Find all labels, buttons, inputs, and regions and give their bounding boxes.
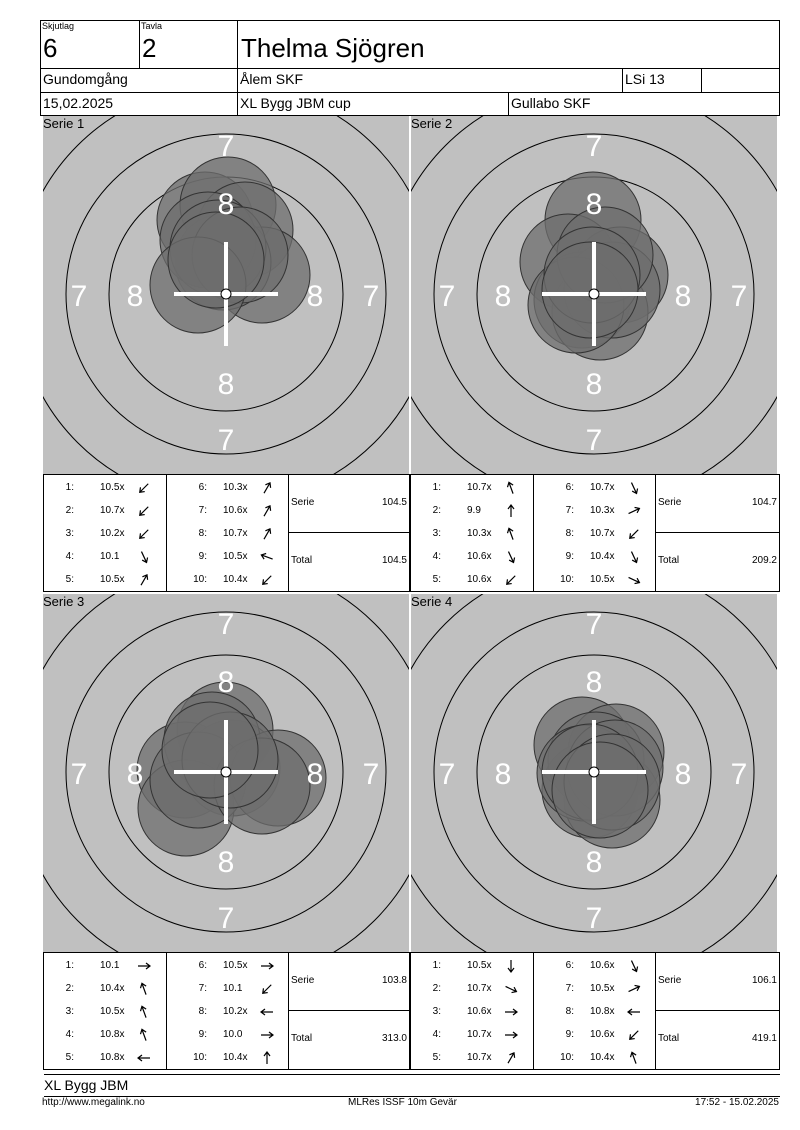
shot-value: 10.7x (590, 482, 615, 493)
shot-number: 4: (65, 1029, 74, 1040)
shot-value: 10.7x (100, 505, 125, 516)
shot-column (44, 475, 166, 591)
shot-number: 8: (198, 528, 207, 539)
serie-sum-row (289, 475, 409, 533)
shot-number: 2: (65, 983, 74, 994)
shot-value: 10.6x (590, 1029, 615, 1040)
ring-number: 8 (126, 280, 144, 313)
shot-value: 10.4x (590, 551, 615, 562)
shot-row (44, 1046, 166, 1069)
shot-value: 10.7x (467, 983, 492, 994)
shot-row (167, 1023, 289, 1046)
shot-number: 5: (432, 574, 441, 585)
direction-arrow-icon (503, 480, 519, 496)
ring-number: 8 (126, 758, 144, 791)
shot-row (44, 977, 166, 1000)
sum-label: Serie (658, 497, 682, 508)
shot-number: 2: (432, 505, 441, 516)
shot-value: 10.2x (100, 528, 125, 539)
shot-row (411, 1046, 533, 1069)
date: 15,02.2025 (43, 95, 114, 111)
ring-number: 8 (494, 758, 512, 791)
shot-value: 10.6x (590, 960, 615, 971)
shot-row (167, 568, 289, 591)
ring-number: 7 (70, 280, 88, 313)
shot-row (411, 499, 533, 522)
shot-row (411, 568, 533, 591)
ring-number: 8 (306, 758, 324, 791)
shot-value: 10.2x (223, 1006, 248, 1017)
serie-3-label: Serie 3 (43, 594, 85, 609)
shot-row (534, 476, 656, 499)
shot-row (534, 954, 656, 977)
sum-value: 104.5 (381, 555, 407, 566)
footer-title-box (44, 1074, 780, 1097)
organizer: Gullabo SKF (511, 95, 591, 111)
direction-arrow-icon (503, 549, 519, 565)
sum-value: 104.5 (381, 497, 407, 508)
shot-row (167, 1000, 289, 1023)
shot-number: 6: (198, 482, 207, 493)
target-serie-3 (43, 594, 409, 952)
ring-number: 8 (585, 188, 603, 221)
direction-arrow-icon (136, 503, 152, 519)
shot-row (44, 954, 166, 977)
club-cell (237, 68, 623, 93)
direction-arrow-icon (626, 572, 642, 588)
sum-value: 104.7 (751, 497, 777, 508)
shot-number: 1: (65, 482, 74, 493)
ring-number: 8 (585, 846, 603, 879)
shot-row (44, 568, 166, 591)
shot-row (534, 545, 656, 568)
shot-number: 4: (432, 551, 441, 562)
ring-number: 7 (585, 424, 603, 457)
shot-number: 9: (565, 1029, 574, 1040)
skjutlag-value: 6 (43, 33, 58, 63)
direction-arrow-icon (259, 1027, 275, 1043)
ring-number: 7 (217, 902, 235, 935)
shot-number: 2: (432, 983, 441, 994)
shooter-name: Thelma Sjögren (241, 33, 425, 63)
shot-number: 10: (193, 1052, 207, 1063)
shot-number: 8: (198, 1006, 207, 1017)
sum-label: Serie (291, 975, 315, 986)
total-sum-row (656, 1011, 779, 1068)
shot-value: 10.6x (223, 505, 248, 516)
shot-row (167, 522, 289, 545)
shot-row (534, 1000, 656, 1023)
class-cell (622, 68, 702, 93)
footer-title: XL Bygg JBM (44, 1077, 129, 1093)
shot-value: 10.3x (467, 528, 492, 539)
shot-column (533, 475, 656, 591)
shot-value: 10.4x (223, 1052, 248, 1063)
club: Ålem SKF (240, 71, 304, 87)
shot-number: 5: (65, 574, 74, 585)
competition-cell (237, 92, 509, 116)
shot-value: 10.4x (100, 983, 125, 994)
shots-table-serie-4 (410, 952, 780, 1070)
empty-cell (701, 68, 780, 93)
ring-number: 7 (217, 608, 235, 641)
direction-arrow-icon (136, 526, 152, 542)
tavla-label: Tavla (141, 21, 163, 31)
direction-arrow-icon (503, 1050, 519, 1066)
direction-arrow-icon (503, 958, 519, 974)
target-face (411, 594, 777, 952)
shot-number: 8: (565, 528, 574, 539)
ring-number: 8 (217, 188, 235, 221)
ring-number: 8 (494, 280, 512, 313)
sum-value: 419.1 (751, 1033, 777, 1044)
shot-value: 10.5x (590, 574, 615, 585)
target-face (43, 594, 409, 952)
shot-number: 10: (560, 574, 574, 585)
shot-row (534, 1046, 656, 1069)
shot-number: 1: (432, 482, 441, 493)
direction-arrow-icon (626, 958, 642, 974)
shot-row (411, 954, 533, 977)
round-type-cell (40, 68, 238, 93)
ring-number: 7 (730, 758, 748, 791)
shot-row (44, 476, 166, 499)
ring-number: 7 (362, 758, 380, 791)
target-serie-1 (43, 116, 409, 474)
serie-sum-row (656, 475, 779, 533)
shot-value: 10.5x (223, 960, 248, 971)
shot-number: 5: (432, 1052, 441, 1063)
serie-1-label: Serie 1 (43, 116, 85, 131)
series-summary (288, 953, 409, 1069)
tavla-value: 2 (142, 33, 157, 63)
direction-arrow-icon (259, 480, 275, 496)
shot-value: 10.1 (100, 960, 120, 971)
ring-number: 7 (217, 424, 235, 457)
shot-row (167, 1046, 289, 1069)
shot-value: 10.5x (100, 482, 125, 493)
shot-row (44, 522, 166, 545)
ring-number: 8 (674, 280, 692, 313)
shot-number: 7: (198, 983, 207, 994)
sum-value: 106.1 (751, 975, 777, 986)
skjutlag-cell (40, 20, 140, 69)
ring-number: 8 (217, 368, 235, 401)
direction-arrow-icon (136, 958, 152, 974)
direction-arrow-icon (136, 1004, 152, 1020)
sum-value: 313.0 (381, 1033, 407, 1044)
shot-row (411, 977, 533, 1000)
competition: XL Bygg JBM cup (240, 95, 351, 111)
round-type: Gundomgång (43, 71, 128, 87)
shots-table-serie-1 (43, 474, 410, 592)
target-serie-4 (411, 594, 777, 952)
ring-number: 7 (585, 608, 603, 641)
shot-value: 10.4x (590, 1052, 615, 1063)
direction-arrow-icon (503, 1027, 519, 1043)
direction-arrow-icon (259, 1004, 275, 1020)
class: LSi 13 (625, 71, 665, 87)
center-dot (589, 767, 599, 777)
direction-arrow-icon (503, 981, 519, 997)
shot-row (411, 1023, 533, 1046)
shot-value: 10.3x (223, 482, 248, 493)
shot-column (166, 953, 289, 1069)
shot-value: 10.7x (223, 528, 248, 539)
target-serie-2 (411, 116, 777, 474)
direction-arrow-icon (259, 503, 275, 519)
shot-value: 9.9 (467, 505, 481, 516)
ring-number: 8 (585, 666, 603, 699)
sum-value: 103.8 (381, 975, 407, 986)
ring-number: 7 (585, 130, 603, 163)
shot-row (534, 499, 656, 522)
shot-number: 1: (65, 960, 74, 971)
organizer-cell (508, 92, 780, 116)
ring-number: 7 (70, 758, 88, 791)
shot-value: 10.6x (467, 574, 492, 585)
shot-number: 1: (432, 960, 441, 971)
ring-number: 8 (674, 758, 692, 791)
shot-number: 9: (565, 551, 574, 562)
serie-sum-row (656, 953, 779, 1011)
direction-arrow-icon (136, 981, 152, 997)
direction-arrow-icon (626, 1027, 642, 1043)
footer-software: MLRes ISSF 10m Gevär (348, 1097, 457, 1108)
sum-label: Total (658, 1033, 680, 1044)
ring-number: 7 (730, 280, 748, 313)
ring-number: 8 (306, 280, 324, 313)
shot-hole (552, 742, 648, 838)
shot-value: 10.6x (467, 551, 492, 562)
shot-number: 6: (565, 482, 574, 493)
skjutlag-label: Skjutlag (42, 21, 75, 31)
shot-value: 10.7x (590, 528, 615, 539)
ring-number: 8 (585, 368, 603, 401)
shot-value: 10.0 (223, 1029, 243, 1040)
ring-number: 7 (438, 758, 456, 791)
total-sum-row (289, 533, 409, 590)
direction-arrow-icon (503, 572, 519, 588)
serie-sum-row (289, 953, 409, 1011)
shot-row (411, 1000, 533, 1023)
sum-label: Serie (658, 975, 682, 986)
target-face (43, 116, 409, 474)
shot-value: 10.7x (467, 482, 492, 493)
direction-arrow-icon (259, 549, 275, 565)
ring-number: 7 (362, 280, 380, 313)
center-dot (221, 289, 231, 299)
sum-label: Serie (291, 497, 315, 508)
total-sum-row (289, 1011, 409, 1068)
tavla-cell (139, 20, 238, 69)
direction-arrow-icon (626, 503, 642, 519)
direction-arrow-icon (503, 1004, 519, 1020)
footer-timestamp: 17:52 - 15.02.2025 (695, 1097, 779, 1108)
shot-number: 7: (198, 505, 207, 516)
direction-arrow-icon (136, 1027, 152, 1043)
shot-value: 10.8x (100, 1029, 125, 1040)
shot-column (533, 953, 656, 1069)
shot-number: 4: (65, 551, 74, 562)
shot-column (44, 953, 166, 1069)
shot-hole (162, 702, 258, 798)
shot-number: 3: (432, 528, 441, 539)
shot-row (534, 977, 656, 1000)
shot-value: 10.3x (590, 505, 615, 516)
shot-number: 10: (560, 1052, 574, 1063)
direction-arrow-icon (259, 526, 275, 542)
direction-arrow-icon (626, 549, 642, 565)
shots-table-serie-2 (410, 474, 780, 592)
sum-label: Total (291, 1033, 313, 1044)
shot-value: 10.5x (590, 983, 615, 994)
shot-value: 10.1 (100, 551, 120, 562)
serie-2-label: Serie 2 (411, 116, 453, 131)
shot-number: 3: (432, 1006, 441, 1017)
shot-number: 9: (198, 1029, 207, 1040)
ring-number: 8 (217, 666, 235, 699)
center-dot (221, 767, 231, 777)
shot-value: 10.7x (467, 1052, 492, 1063)
shot-row (167, 499, 289, 522)
direction-arrow-icon (259, 981, 275, 997)
shot-row (44, 545, 166, 568)
shot-row (534, 522, 656, 545)
shot-row (411, 522, 533, 545)
shot-row (167, 977, 289, 1000)
shot-row (167, 954, 289, 977)
direction-arrow-icon (503, 526, 519, 542)
shot-number: 3: (65, 528, 74, 539)
shot-value: 10.7x (467, 1029, 492, 1040)
direction-arrow-icon (136, 572, 152, 588)
shot-number: 2: (65, 505, 74, 516)
shot-value: 10.5x (100, 574, 125, 585)
shot-row (167, 545, 289, 568)
shot-row (44, 499, 166, 522)
target-face (411, 116, 777, 474)
shot-value: 10.5x (223, 551, 248, 562)
name-cell (237, 20, 780, 69)
series-summary (655, 475, 779, 591)
direction-arrow-icon (259, 1050, 275, 1066)
shot-number: 9: (198, 551, 207, 562)
shot-number: 6: (198, 960, 207, 971)
series-summary (288, 475, 409, 591)
shots-table-serie-3 (43, 952, 410, 1070)
direction-arrow-icon (503, 503, 519, 519)
direction-arrow-icon (626, 526, 642, 542)
shot-value: 10.6x (467, 1006, 492, 1017)
shot-column (411, 475, 533, 591)
shot-number: 10: (193, 574, 207, 585)
shot-row (44, 1023, 166, 1046)
shot-value: 10.1 (223, 983, 243, 994)
shot-row (534, 568, 656, 591)
shot-number: 7: (565, 983, 574, 994)
direction-arrow-icon (259, 572, 275, 588)
shot-number: 4: (432, 1029, 441, 1040)
shot-value: 10.8x (100, 1052, 125, 1063)
serie-4-label: Serie 4 (411, 594, 453, 609)
direction-arrow-icon (259, 958, 275, 974)
shot-hole (542, 242, 638, 338)
shot-column (166, 475, 289, 591)
shot-value: 10.4x (223, 574, 248, 585)
series-summary (655, 953, 779, 1069)
shot-row (44, 1000, 166, 1023)
total-sum-row (656, 533, 779, 590)
sum-value: 209.2 (751, 555, 777, 566)
sum-label: Total (658, 555, 680, 566)
shot-row (411, 476, 533, 499)
direction-arrow-icon (136, 549, 152, 565)
direction-arrow-icon (626, 981, 642, 997)
footer-url[interactable]: http://www.megalink.no (42, 1097, 145, 1108)
shot-number: 5: (65, 1052, 74, 1063)
direction-arrow-icon (136, 1050, 152, 1066)
date-cell (40, 92, 238, 116)
shot-row (167, 476, 289, 499)
direction-arrow-icon (626, 480, 642, 496)
ring-number: 7 (217, 130, 235, 163)
ring-number: 8 (217, 846, 235, 879)
ring-number: 7 (585, 902, 603, 935)
center-dot (589, 289, 599, 299)
shot-number: 7: (565, 505, 574, 516)
shot-number: 8: (565, 1006, 574, 1017)
shot-number: 3: (65, 1006, 74, 1017)
shot-row (534, 1023, 656, 1046)
shot-value: 10.8x (590, 1006, 615, 1017)
shot-row (411, 545, 533, 568)
shot-number: 6: (565, 960, 574, 971)
sum-label: Total (291, 555, 313, 566)
direction-arrow-icon (626, 1050, 642, 1066)
shot-value: 10.5x (467, 960, 492, 971)
direction-arrow-icon (626, 1004, 642, 1020)
direction-arrow-icon (136, 480, 152, 496)
shot-value: 10.5x (100, 1006, 125, 1017)
ring-number: 7 (438, 280, 456, 313)
shot-column (411, 953, 533, 1069)
